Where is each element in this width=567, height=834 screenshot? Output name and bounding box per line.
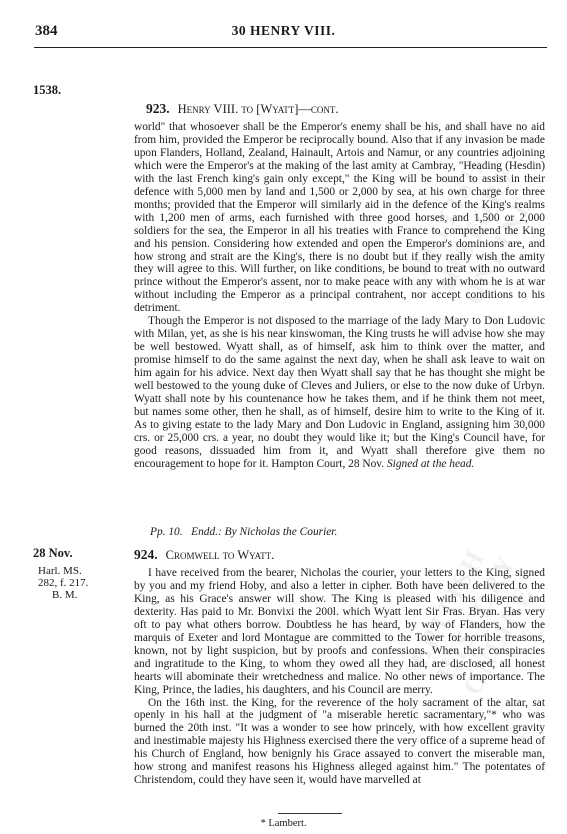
entry-923-number: 923. [146,101,170,116]
entry-923-paragraph-2 [134,315,545,470]
header-rule [34,47,547,48]
entry-924-source-3: B. M. [52,589,78,601]
watermark: BRITISH HISTORY ONLINE [404,153,540,310]
entry-923-paragraph-2-text: Though the Emperor is not disposed to the marriage of the lady Mary to Don Ludovic with Milan, yet, as she is his near kinswoman, the King trusts he will advise how she may be well bestowed. Wyatt shall, as of himself, ask him to think over the matter, and promise himself to do the same against the next day, when he shall ask leave to wait on him again for his advice. Next day then Wyatt shall say that he has thought she might be well bestowed to the young duke of Cleves and Juliers, or else to the now duke of Urbyn. Wyatt shall note by his countenance how he takes them, and if he think them not meet, but names some other, then he shall, as of himself, desire him to write to the King of it. As to giving estate to the lady Mary and Don Ludovic in England, assigning him 30,000 crs. or 25,000 crs. a year, no doubt they would like it; but the King's Council have, for good reasons, dissuaded him from it, and Wyatt shall therefore give them no encouragement to hope for it. Hampton Court, 28 Nov. [134,315,545,470]
entry-923-pages: Pp. 10. [150,526,183,538]
entry-924-paragraph-2: On the 16th inst. the King, for the reverence of the holy sacrament of the altar, sat openly in his hall at the judgment of "a miserable heretic sacramentary,"* who was burned the 20th inst. "It was a wonder to see how princely, with how excellent gravity and inestimable majesty his Highness exercised there the very office of a supreme head of his Church of England, how benignly his Grace assayed to convert the miserable man, how strong and manifest reasons his Highness alleged against him." The potentates of Christendom, could they have seen it, would have marvelled at [134,696,545,787]
watermark-2: BRITISH HISTORY ONLINE [404,543,540,700]
entry-924-source-1: Harl. MS. [38,565,82,577]
entry-923-title: Henry VIII. to [Wyatt]—cont. [177,102,339,116]
entry-924-date: 28 Nov. [33,546,73,560]
entry-924-title: Cromwell to Wyatt. [165,548,275,562]
footnote: * Lambert. [260,818,307,829]
entry-923-body [134,121,545,471]
entry-923-heading [146,101,339,117]
entry-924-heading [134,547,274,563]
entry-924-body [134,567,545,787]
entry-923-paragraph-1: world" that whosoever shall be the Emperor's enemy shall be his, and shall have no aid from him, provided the Emperor be reciprocally bound. Also that if any invasion be made upon Flanders, Holland, Zealand, Hainault, Artois and Namur, or any countries adjoining which were the Emperor's at the making of the last amity at Cambray, "Heading (Hesdin) with the last French king's gain only except," the King will be bound to assist in their defence with 5,000 men by land and 1,500 or 2,000 by sea, at his own charge for three months; provided that the Emperor will similarly aid in the defence of the King's realms with 1,200 men of arms, each furnished with three good horses, and 1,500 or 2,000 soldiers for the sea, the Emperor in all his treaties with France to comprehend the King and his pension. Considering how extended and open the Emperor's dominions are, and how strong and strait are the King's, there is no doubt but if they really wish the amity they will agree to this. Will further, on like conditions, be bound to treat with no outward prince without the Emperor's assent, nor to make peace with any with whom he is at war without including the Emperor as a principal contrahent, nor accept conditions to his detriment. [134,121,545,315]
entry-924-number: 924. [134,547,158,562]
footnote-rule [278,813,342,814]
page-number: 384 [35,23,58,39]
entry-924-paragraph-1: I have received from the bearer, Nicholas the courier, your letters to the King, signed by you and my friend Hoby, and also a letter in cipher. Both have been delivered to the King, as his Grace's answer will show. The King is pleased with his diligence and dexterity. Has paid to Mr. Bonvixi the 200l. which Wyatt lent Sir Fras. Bryan. Has very oft to pay what others borrow. Doubtless he has heard, by way of Flanders, how the marquis of Exeter and lord Montague are committed to the Tower for horrible treasons, known, not by light suspicion, but by proofs and confessions. When their conspiracies and ingratitude to the King, to whom they owed all they had, are disclosed, all honest hearts will abominate their wretchedness and malice. No other news of importance. The King, Prince, the ladies, his daughters, and his Council are merry. [134,567,545,696]
running-title: 30 HENRY VIII. [231,23,336,38]
year-marker: 1538. [33,83,62,97]
entry-924-source-2: 282, f. 217. [38,577,89,589]
entry-923-endorsement-line [150,526,337,538]
entry-923-signed-note: Signed at the head. [386,457,475,470]
entry-923-endorsement: Endd.: By Nicholas the Courier. [191,526,338,538]
